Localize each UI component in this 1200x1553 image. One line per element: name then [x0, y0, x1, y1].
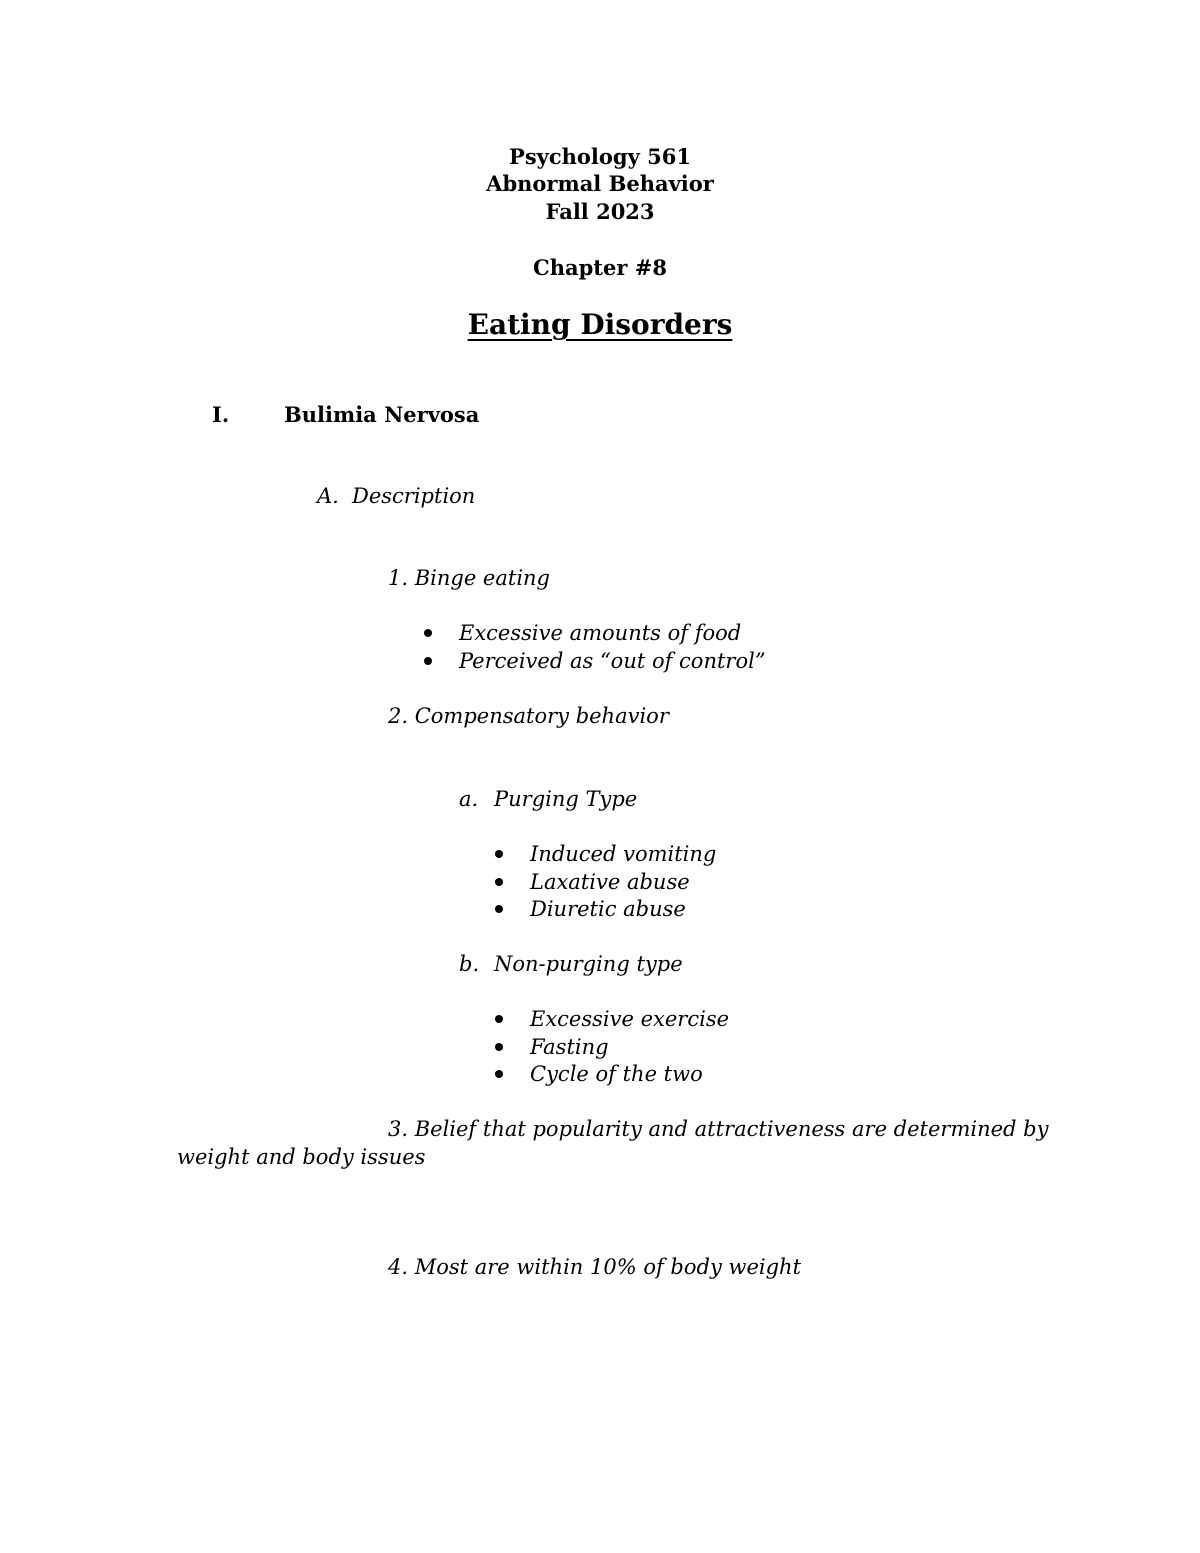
- item-belief-line1: 3. Belief that popularity and attractiveness are determined by: [388, 1117, 1049, 1141]
- item-body-weight: 4. Most are within 10% of body weight: [388, 1255, 802, 1279]
- item-compensatory-behavior: 2. Compensatory behavior: [388, 704, 669, 728]
- list-item: Excessive exercise: [530, 1007, 730, 1031]
- list-item: Perceived as “out of control”: [459, 649, 766, 673]
- list-item: Induced vomiting: [530, 842, 717, 866]
- item-belief-line2: weight and body issues: [177, 1145, 426, 1169]
- bullet-icon: [495, 1015, 503, 1023]
- bullet-icon: [424, 657, 432, 665]
- purging-letter: a.: [459, 787, 479, 811]
- bullet-icon: [495, 850, 503, 858]
- nonpurging-letter: b.: [459, 952, 480, 976]
- list-item: Laxative abuse: [530, 870, 690, 894]
- bullet-icon: [495, 905, 503, 913]
- bullet-icon: [495, 1070, 503, 1078]
- chapter-label: Chapter #8: [533, 255, 667, 280]
- section-heading: Bulimia Nervosa: [284, 402, 480, 427]
- bullet-icon: [495, 1043, 503, 1051]
- nonpurging-type-label: Non-purging type: [494, 952, 683, 976]
- subsection-letter: A.: [317, 484, 339, 508]
- item-binge-eating: 1. Binge eating: [388, 566, 551, 590]
- course-name: Abnormal Behavior: [486, 171, 714, 196]
- purging-type-label: Purging Type: [494, 787, 638, 811]
- course-title: Psychology 561: [509, 144, 691, 169]
- term: Fall 2023: [545, 199, 655, 224]
- list-item: Excessive amounts of food: [459, 621, 742, 645]
- page-title: Eating Disorders: [467, 308, 733, 341]
- bullet-icon: [424, 629, 432, 637]
- list-item: Fasting: [530, 1035, 609, 1059]
- subsection-heading: Description: [352, 484, 476, 508]
- list-item: Diuretic abuse: [530, 897, 686, 921]
- section-numeral: I.: [212, 402, 230, 427]
- bullet-icon: [495, 878, 503, 886]
- list-item: Cycle of the two: [530, 1062, 703, 1086]
